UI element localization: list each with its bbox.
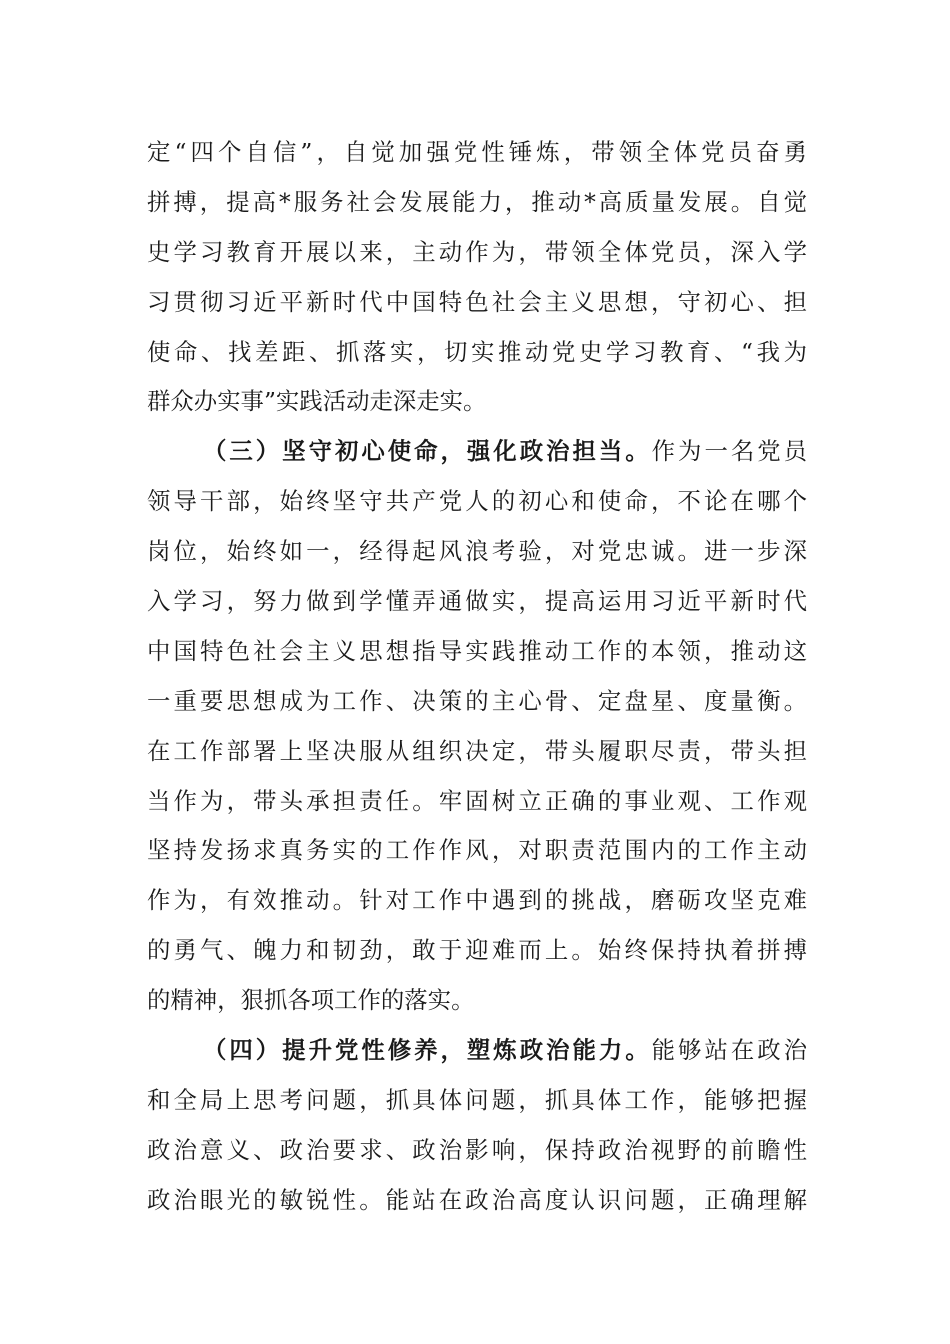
text-line: 作为，有效推动。针对工作中遇到的挑战，磨砺攻坚克难 bbox=[147, 886, 807, 915]
section-heading-3: （三）坚守初心使命，强化政治担当。 bbox=[203, 437, 652, 466]
section-heading-line bbox=[147, 427, 807, 477]
section-heading-tail: 作为一名党员 bbox=[651, 437, 808, 466]
section-heading-4: （四）提升党性修养，塑炼政治能力。 bbox=[203, 1036, 652, 1065]
text-line: 一重要思想成为工作、决策的主心骨、定盘星、度量衡。 bbox=[147, 686, 807, 715]
text-line: 的精神，狠抓各项工作的落实。 bbox=[147, 986, 475, 1015]
section-heading-line bbox=[147, 1026, 807, 1076]
text-line: 群众办实事”实践活动走深走实。 bbox=[147, 387, 487, 416]
text-line: 的勇气、魄力和韧劲，敢于迎难而上。始终保持执着拼搏 bbox=[147, 936, 807, 965]
text-line: 坚持发扬求真务实的工作作风，对职责范围内的工作主动 bbox=[147, 836, 807, 865]
text-line: 在工作部署上坚决服从组织决定，带头履职尽责，带头担 bbox=[147, 736, 807, 765]
text-line: 习贯彻习近平新时代中国特色社会主义思想，守初心、担 bbox=[147, 287, 807, 316]
text-line: 史学习教育开展以来，主动作为，带领全体党员，深入学 bbox=[147, 237, 807, 266]
text-line: 定“四个自信”，自觉加强党性锤炼，带领全体党员奋勇 bbox=[147, 138, 807, 166]
text-line: 岗位，始终如一，经得起风浪考验，对党忠诚。进一步深 bbox=[147, 537, 807, 566]
text-line: 政治眼光的敏锐性。能站在政治高度认识问题，正确理解 bbox=[147, 1185, 807, 1214]
text-line: 和全局上思考问题，抓具体问题，抓具体工作，能够把握 bbox=[147, 1085, 807, 1114]
text-line: 当作为，带头承担责任。牢固树立正确的事业观、工作观 bbox=[147, 786, 807, 815]
text-line: 使命、找差距、抓落实，切实推动党史学习教育、“我为 bbox=[147, 337, 807, 366]
text-line: 政治意义、政治要求、政治影响，保持政治视野的前瞻性 bbox=[147, 1135, 807, 1164]
section-heading-tail: 能够站在政治 bbox=[651, 1036, 808, 1065]
body-text bbox=[147, 128, 807, 1226]
text-line: 入学习，努力做到学懂弄通做实，提高运用习近平新时代 bbox=[147, 587, 807, 616]
text-line: 领导干部，始终坚守共产党人的初心和使命，不论在哪个 bbox=[147, 487, 807, 516]
text-line: 拼搏，提高*服务社会发展能力，推动*高质量发展。自觉 bbox=[147, 187, 807, 216]
text-line: 中国特色社会主义思想指导实践推动工作的本领，推动这 bbox=[147, 636, 807, 665]
